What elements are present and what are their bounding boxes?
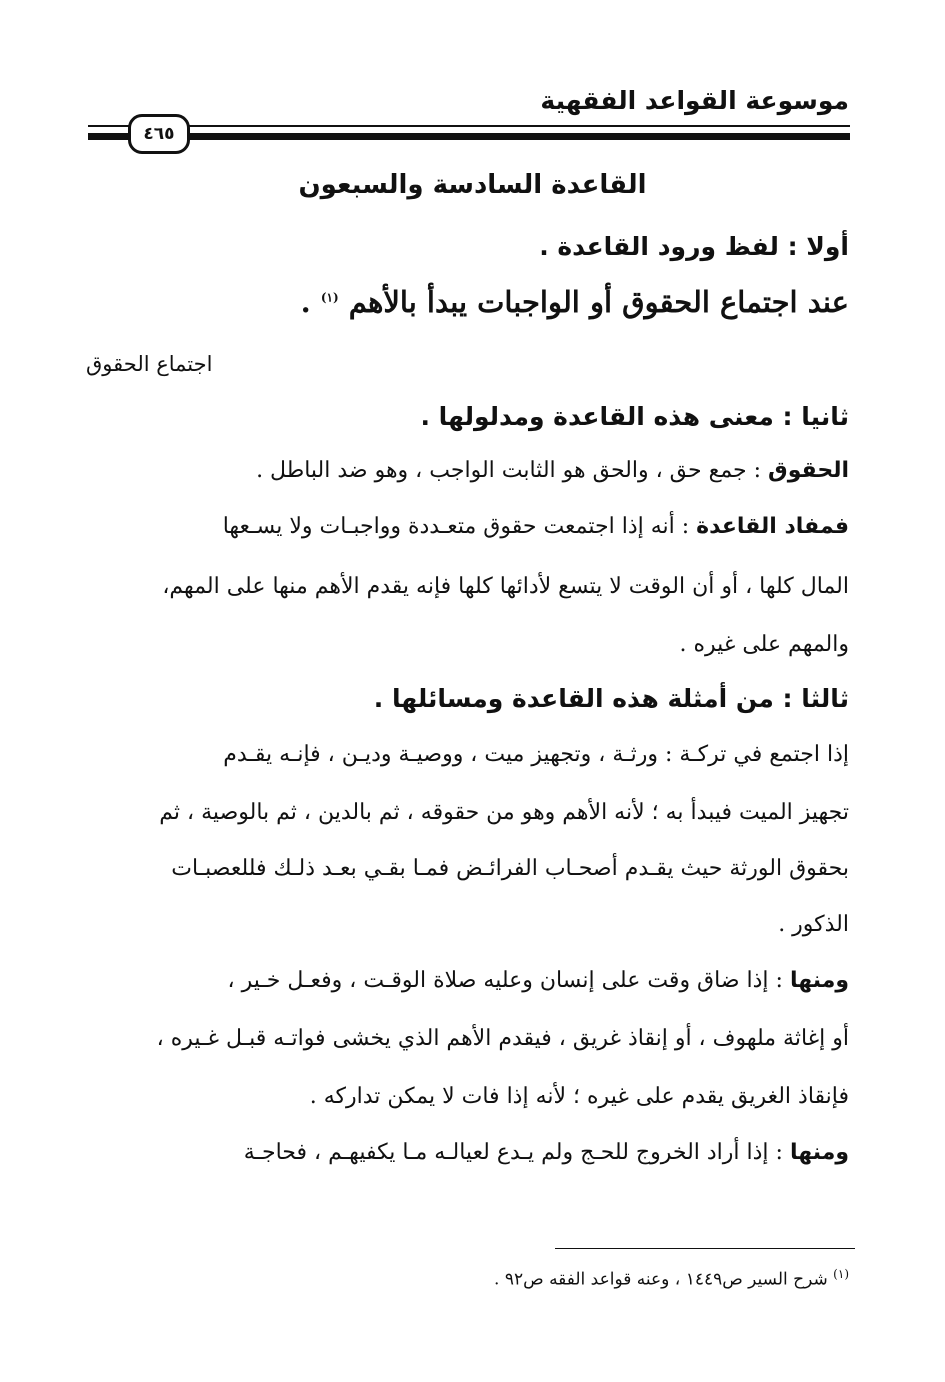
rule-text: عند اجتماع الحقوق أو الواجبات يبدأ بالأهم	[348, 285, 849, 319]
example2-line-3: فإنقاذ الغريق يقدم على غيره ؛ لأنه إذا فات لا يمكن تداركه .	[309, 1084, 849, 1109]
example1-line-2: تجهيز الميت فيبدأ به ؛ لأنه الأهم وهو من حقوقه ، ثم بالدين ، ثم بالوصية ، ثم	[159, 800, 849, 825]
meaning-term: فمفاد القاعدة	[696, 514, 849, 539]
page-number: ٤٦٥	[128, 114, 190, 154]
meaning-line-1	[86, 514, 849, 540]
definition-term: الحقوق	[768, 458, 849, 483]
footnote-marker: (١)	[833, 1267, 849, 1281]
example2-term: ومنها	[789, 968, 849, 993]
header-rule-thin	[88, 125, 850, 127]
definition-line	[86, 458, 849, 484]
footnote	[494, 1267, 849, 1290]
example1-line-1: إذا اجتمع في تركـة : ورثـة ، وتجهيز ميت ، ووصيـة وديـن ، فإنـه يقـدم	[223, 742, 849, 767]
example2-line-1	[86, 968, 849, 994]
footnote-divider	[555, 1248, 855, 1249]
example1-line-3: بحقوق الورثة حيث يقـدم أصحـاب الفرائـض فمـا بقـي بعـد ذلـك فللعصبـات	[171, 856, 849, 881]
example3-term: ومنها	[789, 1140, 849, 1165]
rule-end: .	[300, 285, 311, 319]
footnote-text: شرح السير ص١٤٤٩ ، وعنه قواعد الفقه ص٩٢ .	[494, 1269, 834, 1290]
header-rule-thick	[88, 133, 850, 140]
example3-line-1	[86, 1140, 849, 1166]
example2-line-2: أو إغاثة ملهوف ، أو إنقاذ غريق ، فيقدم الأهم الذي يخشى فواتـه قبـل غـيره ،	[156, 1026, 849, 1051]
meaning-text-1: : أنه إذا اجتمعت حقوق متعـددة وواجبـات ولا يسـعها	[222, 514, 697, 539]
example3-text-1: : إذا أراد الخروج للحـج ولم يـدع لعيالـه مـا يكفيهـم ، فحاجـة	[243, 1140, 790, 1165]
rule-statement	[86, 285, 849, 319]
chapter-title: القاعدة السادسة والسبعون	[298, 170, 647, 200]
meaning-line-3: والمهم على غيره .	[679, 632, 849, 657]
margin-note: اجتماع الحقوق	[86, 352, 213, 376]
footnote-ref[interactable]: (١)	[320, 290, 339, 305]
example2-text-1: : إذا ضاق وقت على إنسان وعليه صلاة الوقـت ، وفعـل خـير ،	[227, 968, 790, 993]
definition-text: : جمع حق ، والحق هو الثابت الواجب ، وهو ضد الباطل .	[256, 458, 769, 483]
book-title: موسوعة القواعد الفقهية	[540, 86, 849, 115]
section-heading-3: ثالثا : من أمثلة هذه القاعدة ومسائلها .	[373, 684, 849, 713]
meaning-line-2: المال كلها ، أو أن الوقت لا يتسع لأدائها كلها فإنه يقدم الأهم منها على المهم،	[162, 574, 849, 599]
example1-line-4: الذكور .	[778, 912, 849, 937]
section-heading-2: ثانيا : معنى هذه القاعدة ومدلولها .	[420, 402, 849, 431]
section-heading-1: أولا : لفظ ورود القاعدة .	[539, 232, 849, 261]
